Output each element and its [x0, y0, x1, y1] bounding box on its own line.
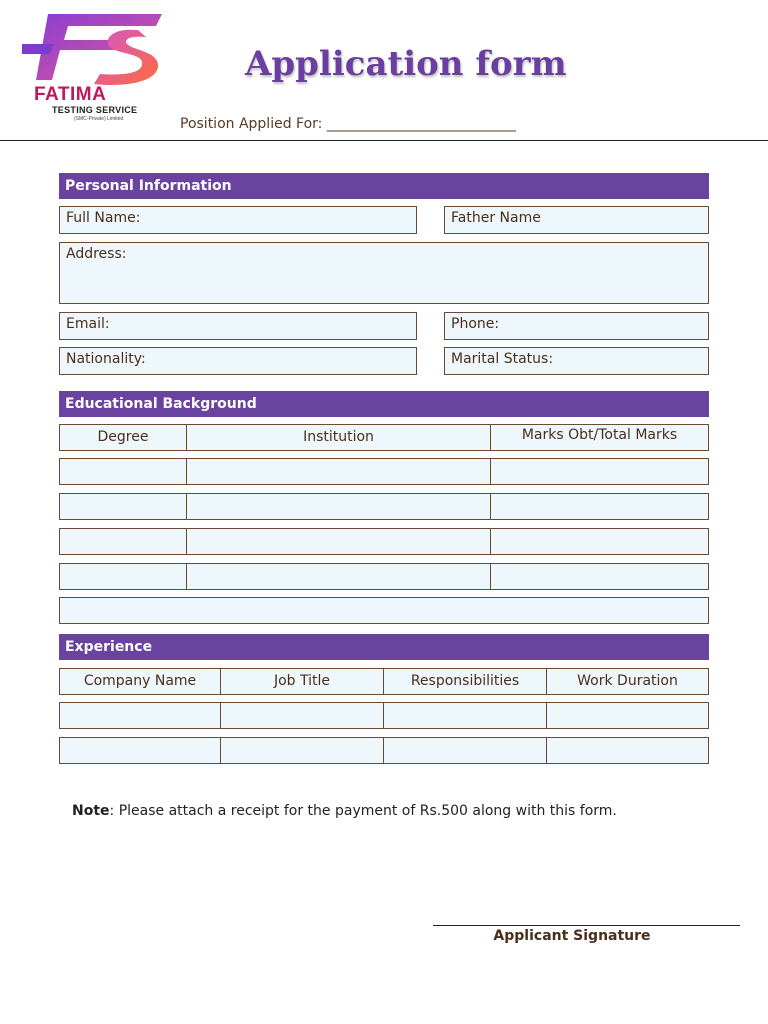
- edu-row-4-institution[interactable]: [186, 563, 491, 590]
- address-field[interactable]: Address:: [59, 242, 709, 304]
- email-field[interactable]: Email:: [59, 312, 417, 340]
- exp-header-duration: Work Duration: [546, 668, 709, 695]
- position-applied-field[interactable]: Position Applied For: ___________________________: [180, 116, 516, 132]
- signature-line[interactable]: [433, 925, 740, 926]
- exp-row-1-company[interactable]: [59, 702, 221, 729]
- page-title: Application form: [245, 44, 567, 84]
- edu-row-3-marks[interactable]: [490, 528, 709, 555]
- edu-row-4-degree[interactable]: [59, 563, 187, 590]
- section-personal-information: Personal Information: [59, 173, 709, 199]
- marital-status-field[interactable]: Marital Status:: [444, 347, 709, 375]
- full-name-field[interactable]: Full Name:: [59, 206, 417, 234]
- edu-row-3-institution[interactable]: [186, 528, 491, 555]
- header-divider: [0, 140, 768, 141]
- phone-field[interactable]: Phone:: [444, 312, 709, 340]
- exp-header-company: Company Name: [59, 668, 221, 695]
- edu-row-2-marks[interactable]: [490, 493, 709, 520]
- section-educational-background: Educational Background: [59, 391, 709, 417]
- logo-subtitle: TESTING SERVICE: [52, 105, 138, 115]
- edu-header-marks: Marks Obt/Total Marks: [490, 424, 709, 451]
- exp-header-job-title: Job Title: [220, 668, 384, 695]
- edu-row-1-marks[interactable]: [490, 458, 709, 485]
- father-name-field[interactable]: Father Name: [444, 206, 709, 234]
- exp-row-1-job-title[interactable]: [220, 702, 384, 729]
- exp-header-responsibilities: Responsibilities: [383, 668, 547, 695]
- exp-row-1-duration[interactable]: [546, 702, 709, 729]
- signature-label: Applicant Signature: [493, 928, 651, 944]
- note-label: Note: [72, 803, 110, 819]
- edu-row-1-institution[interactable]: [186, 458, 491, 485]
- logo-name: FATIMA: [34, 84, 107, 105]
- payment-note: [72, 803, 617, 819]
- edu-header-institution: Institution: [186, 424, 491, 451]
- note-text: : Please attach a receipt for the payment of Rs.500 along with this form.: [109, 803, 617, 819]
- edu-row-3-degree[interactable]: [59, 528, 187, 555]
- exp-row-1-responsibilities[interactable]: [383, 702, 547, 729]
- edu-row-2-degree[interactable]: [59, 493, 187, 520]
- edu-row-1-degree[interactable]: [59, 458, 187, 485]
- logo-subtitle-small: (SMC-Private) Limited: [74, 116, 124, 122]
- exp-row-2-job-title[interactable]: [220, 737, 384, 764]
- exp-row-2-duration[interactable]: [546, 737, 709, 764]
- exp-row-2-responsibilities[interactable]: [383, 737, 547, 764]
- exp-row-2-company[interactable]: [59, 737, 221, 764]
- section-experience: Experience: [59, 634, 709, 660]
- edu-row-5-full[interactable]: [59, 597, 709, 624]
- nationality-field[interactable]: Nationality:: [59, 347, 417, 375]
- edu-header-degree: Degree: [59, 424, 187, 451]
- edu-row-4-marks[interactable]: [490, 563, 709, 590]
- fs-logo-mark: [20, 10, 168, 94]
- edu-row-2-institution[interactable]: [186, 493, 491, 520]
